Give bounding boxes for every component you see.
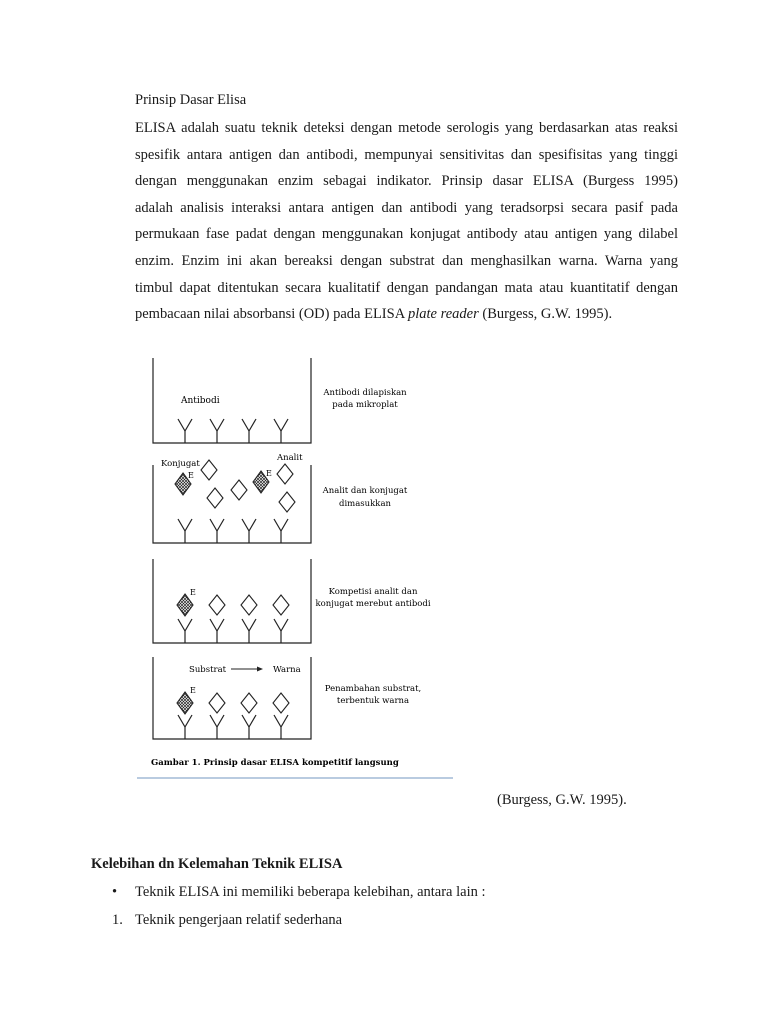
paragraph-text: (Burgess, G.W. 1995). [478,306,613,323]
enzyme-label: E [266,469,272,478]
paragraph-line: adalah analisis interaksi antara antigen dan antibodi yang teradsorpsi secara pasif pada [135,199,678,216]
numbered-text: Teknik pengerjaan relatif sederhana [135,912,343,928]
color-label: Warna [273,665,301,675]
paragraph-line: spesifik antara antigen dan antibodi, mempunyai sensitivitas dan spesifisitas yang tinggi [135,146,678,163]
enzyme-label: E [190,588,196,597]
elisa-diagram [137,353,453,785]
panel4-description: Penambahan substrat, [324,684,422,694]
paragraph-line: timbul dapat ditentukan secara kualitatif dengan pandangan mata atau kuantitatif dengan [135,279,678,296]
figure-caption: Gambar 1. Prinsip dasar ELISA kompetitif langsung [151,758,399,768]
substrate-label: Substrat [189,665,227,675]
panel1-description: Antibodi dilapiskan [323,388,407,398]
enzyme-label: E [190,686,196,695]
section-subtitle: Prinsip Dasar Elisa [135,92,247,108]
panel3-description: konjugat merebut antibodi [315,599,431,609]
paragraph-line: permukaan fase padat dengan menggunakan konjugat antibody atau antigen yang dilabel [135,226,678,243]
number-marker: 1. [112,912,123,928]
panel-analyte-conjugate [153,453,408,543]
panel-substrate [153,657,421,739]
paragraph-line-last [135,301,678,328]
conjugate-label: Konjugat [161,459,200,469]
bullet-marker: • [112,884,118,900]
body-paragraph [135,115,678,328]
section-heading: Kelebihan dn Kelemahan Teknik ELISA [91,856,343,872]
paragraph-italic-term: plate reader [408,306,479,323]
panel2-description: dimasukkan [339,499,391,509]
paragraph-line: ELISA adalah suatu teknik deteksi dengan metode serologis yang berdasarkan atas reaksi [135,120,678,136]
bullet-text: Teknik ELISA ini memiliki beberapa kelebihan, antara lain : [135,884,486,900]
antibody-label: Antibodi [181,396,220,406]
panel-antibody-coating [153,358,407,443]
paragraph-line: dengan menggunakan enzim sebagai indikator. Prinsip dasar ELISA (Burgess 1995) [135,173,678,190]
paragraph-line: enzim. Enzim ini akan bereaksi dengan substrat dan menghasilkan warna. Warna yang [135,252,678,269]
panel-competition [153,559,431,643]
panel2-description: Analit dan konjugat [322,486,408,496]
figure-citation: (Burgess, G.W. 1995). [497,792,627,808]
analyte-label: Analit [277,453,303,463]
panel4-description: terbentuk warna [336,696,410,706]
panel1-description: pada mikroplat [332,400,398,410]
paragraph-text: pembacaan nilai absorbansi (OD) pada ELISA [135,306,408,323]
enzyme-label: E [188,471,194,480]
panel3-description: Kompetisi analit dan [328,587,418,597]
